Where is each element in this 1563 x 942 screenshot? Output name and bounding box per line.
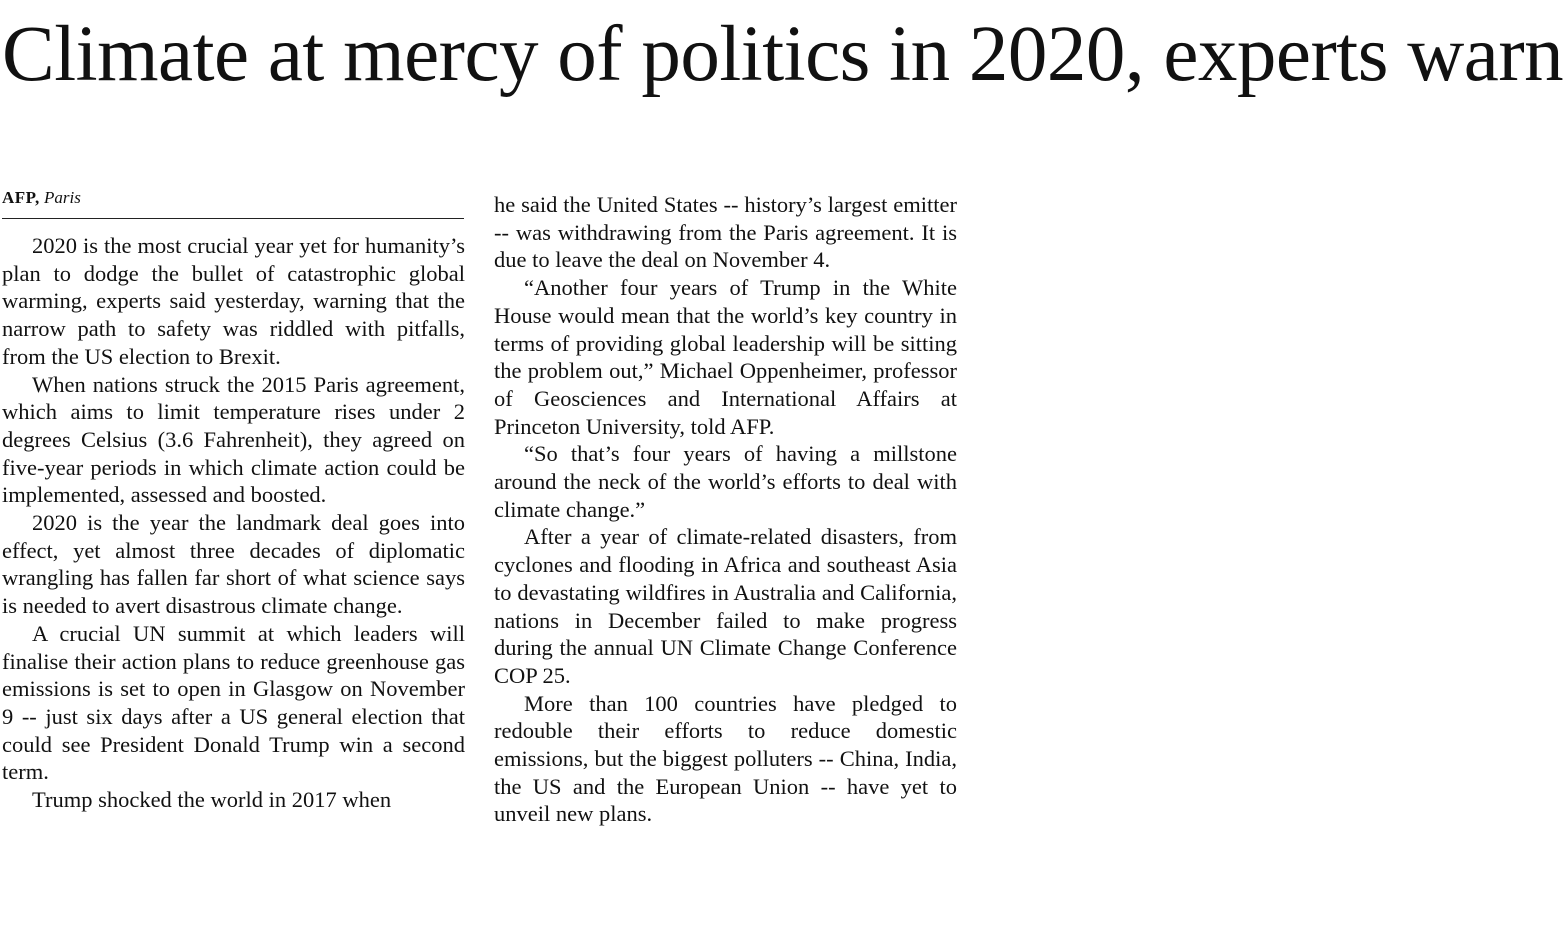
paragraph: When nations struck the 2015 Paris agreement, which aims to limit temperature rises under 2 degrees Celsius (3.6 Fahrenheit), they agreed on five-year periods in which climate action could be implemented, assessed and boosted. [2, 371, 465, 508]
paragraph: More than 100 countries have pledged to redouble their efforts to reduce domestic emissions, but the biggest polluters -- China, India, the US and the European Union -- have yet to unveil new plans. [494, 690, 957, 827]
paragraph: 2020 is the most crucial year yet for humanity’s plan to dodge the bullet of catastrophic global warming, experts said yesterday, warning that the narrow path to safety was riddled with pitfalls, from the US election to Brexit. [2, 233, 465, 369]
byline-place: Paris [44, 188, 81, 207]
byline-agency: AFP, [2, 188, 40, 207]
byline [2, 186, 81, 210]
headline: Climate at mercy of politics in 2020, experts warn [2, 11, 1563, 98]
byline-divider [2, 218, 464, 219]
paragraph: “Another four years of Trump in the White House would mean that the world’s key country in terms of providing global leadership will be sitting the problem out,” Michael Oppenheimer, professor of Geosciences and International Affairs at Princeton University, told AFP. [494, 275, 957, 439]
article-column-1 [2, 232, 465, 814]
article-column-2 [494, 191, 957, 828]
paragraph: 2020 is the year the landmark deal goes into effect, yet almost three decades of diplomatic wrangling has fallen far short of what science says is needed to avert disastrous climate change. [2, 510, 465, 619]
paragraph: A crucial UN summit at which leaders will finalise their action plans to reduce greenhouse gas emissions is set to open in Glasgow on November 9 -- just six days after a US general election that could see President Donald Trump win a second term. [2, 620, 465, 785]
paragraph: Trump shocked the world in 2017 when [32, 787, 392, 813]
paragraph: After a year of climate-related disasters, from cyclones and flooding in Africa and southeast Asia to devastating wildfires in Australia and California, nations in December failed to make progress during the annual UN Climate Change Conference COP 25. [494, 524, 957, 688]
paragraph: “So that’s four years of having a millstone around the neck of the world’s efforts to deal with climate change.” [494, 441, 957, 522]
paragraph: he said the United States -- history’s largest emitter -- was withdrawing from the Paris agreement. It is due to leave the deal on November 4. [494, 192, 957, 273]
